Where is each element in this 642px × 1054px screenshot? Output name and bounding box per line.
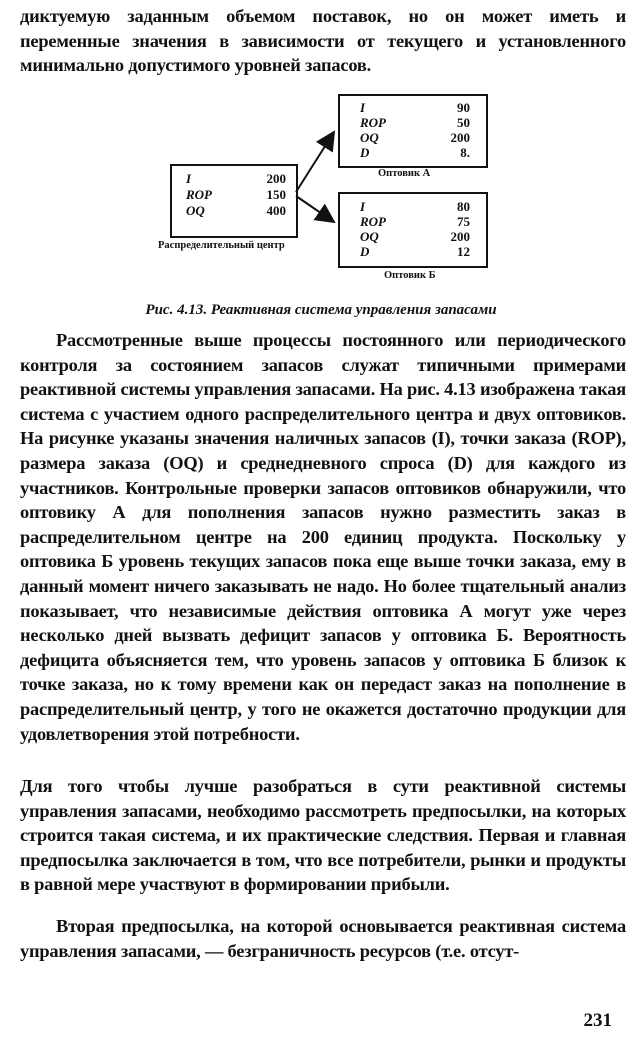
a-key-rop: ROP <box>360 115 386 130</box>
wholesaler-a-label: Оптовик А <box>378 168 431 179</box>
distribution-center-label: Распределительный центр <box>158 240 285 251</box>
b-value-rop: 75 <box>457 214 470 229</box>
a-key-oq: OQ <box>360 130 379 145</box>
b-key-i: I <box>360 199 366 214</box>
center-key-i: I <box>186 171 192 186</box>
arrow-to-wholesaler-b <box>296 196 334 222</box>
a-value-oq: 200 <box>450 130 470 145</box>
top-paragraph: диктуемую заданным объемом поставок, но он может иметь и переменные значения в зависимости от текущего и установленного минимально допустимого уровней запасов. <box>20 6 626 76</box>
a-key-i: I <box>360 100 366 115</box>
arrow-to-wholesaler-a <box>296 132 334 192</box>
center-value-i: 200 <box>266 171 286 186</box>
b-value-oq: 200 <box>450 229 470 244</box>
center-key-oq: OQ <box>186 203 205 218</box>
b-value-i: 80 <box>457 199 470 214</box>
a-key-d: D <box>360 145 370 160</box>
body-paragraph-2: Для того чтобы лучше разобраться в сути реактивной системы управления запасами, необходимо рассмотреть предпосылки, на которых строится такая система, и их практические следствия. Первая и главная предпосылка заключается в том, что все потребители, рынки и продукты в равной мере участвуют в формировании прибыли. <box>20 776 626 895</box>
body-paragraph-1: Рассмотренные выше процессы постоянного или периодического контроля за состоянием запасов служат типичными примерами реактивной системы управления запасами. На рис. 4.13 изображена такая система с участием одного распределительного центра и двух оптовиков. На рисунке указаны значения наличных запасов (I), точки заказа (ROP), размера заказа (OQ) и среднедневного спроса (D) для каждого из участников. Контрольные проверки запасов оптовиков обнаружили, что оптовику А для пополнения запасов нужно разместить заказ в распределительном центре на 200 единиц продукта. Поскольку у оптовика Б уровень текущих запасов пока еще выше точки заказа, ему в данный момент ничего заказывать не надо. Но более тщательный анализ показывает, что независимые действия оптовика А могут уже через несколько дней вызвать дефицит запасов у оптовика Б. Вероятность дефицита объясняется тем, что уровень запасов у оптовика Б близок к точке заказа, но к тому времени как он передаст заказ на пополнение в распределительный центр, у того не окажется достаточно продукции для удовлетворения этой потребности. <box>20 330 627 744</box>
center-key-rop: ROP <box>186 187 212 202</box>
flow-arrows <box>0 0 642 300</box>
b-value-d: 12 <box>457 244 470 259</box>
page-number: 231 <box>583 1010 612 1031</box>
center-value-oq: 400 <box>266 203 286 218</box>
b-key-rop: ROP <box>360 214 386 229</box>
b-key-d: D <box>360 244 370 259</box>
a-value-i: 90 <box>457 100 470 115</box>
a-value-d: 8. <box>460 145 470 160</box>
body-paragraph-3: Вторая предпосылка, на которой основывается реактивная система управления запасами, — безграничность ресурсов (т.е. отсут- <box>20 916 626 961</box>
wholesaler-b-label: Оптовик Б <box>384 270 436 281</box>
b-key-oq: OQ <box>360 229 379 244</box>
center-value-rop: 150 <box>266 187 286 202</box>
a-value-rop: 50 <box>457 115 470 130</box>
figure-caption: Рис. 4.13. Реактивная система управления запасами <box>145 302 497 318</box>
